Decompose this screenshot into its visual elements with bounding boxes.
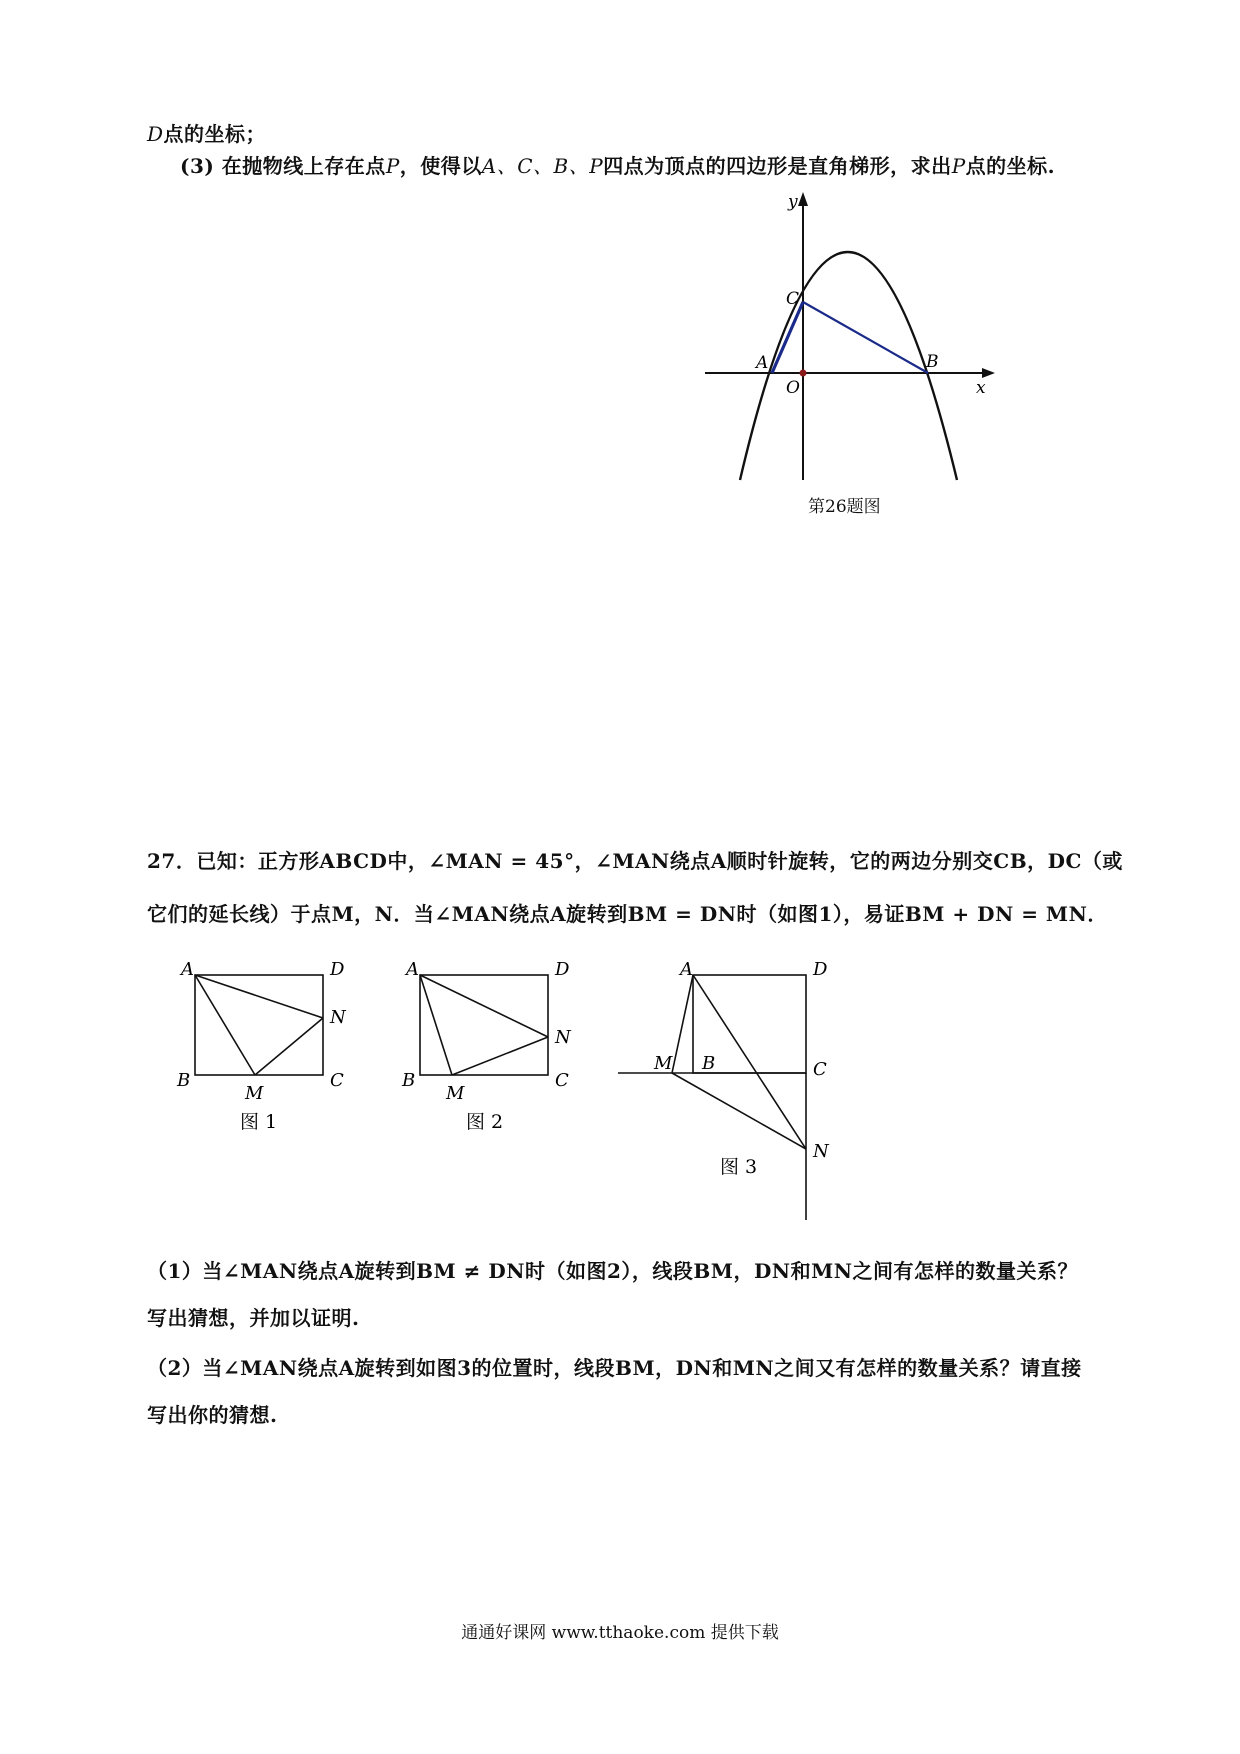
segment-mn-fig2 [452,1037,548,1075]
q27-part1-line1: （1）当∠MAN绕点A旋转到BM ≠ DN时（如图2），线段BM，DN和MN之间有怎样的数量关系？ [147,1259,1078,1283]
caption-fig2: 图 2 [466,1111,504,1130]
q27-line1: 27．已知：正方形ABCD中，∠MAN = 45°，∠MAN绕点A顺时针旋转，它的两边分别交CB，DC（或 [147,849,1123,873]
axis-x-label: x [976,378,986,398]
label-m-fig3: M [654,1053,673,1074]
segment-am-fig3 [672,975,693,1073]
figure-2 [400,955,600,1130]
label-b-fig2: B [402,1070,416,1091]
axis-y-label: y [788,192,798,212]
label-d-fig3: D [813,959,828,980]
label-n-fig3: N [813,1141,829,1162]
point-a-label: A [756,353,769,373]
q27-part1-line2: 写出猜想，并加以证明. [147,1306,360,1330]
q26-part3-end: 四点为顶点的四边形是直角梯形，求出 [603,154,952,178]
segment-mn-fig3 [672,1073,806,1149]
q26-line1 [147,118,266,147]
label-b-fig3: B [702,1053,716,1074]
label-a-fig1: A [181,959,194,980]
q26-part3-start: (3) 在抛物线上存在点 [180,154,386,178]
origin-point [800,370,807,377]
parabola-curve [740,252,957,480]
point-b-label: B [926,352,939,372]
y-axis-arrow-icon [798,192,808,206]
square-abcd-fig1 [195,975,323,1075]
x-axis-arrow-icon [982,368,995,378]
label-d-fig1: D [330,959,345,980]
label-c-fig1: C [330,1070,344,1091]
segment-an-fig2 [420,975,548,1037]
label-d-fig2: D [555,959,570,980]
q26-line1-text: 点的坐标； [163,122,267,146]
label-a-fig3: A [680,959,693,980]
point-d-label: D [147,122,164,146]
segment-cb [803,302,928,373]
label-m-fig2: M [446,1083,465,1104]
q26-part3-tail: 点的坐标. [965,154,1056,178]
figure-1 [175,955,375,1130]
label-b-fig1: B [177,1070,191,1091]
label-c-fig3: C [813,1059,827,1080]
label-c-fig2: C [555,1070,569,1091]
q26-part3-points: A、C、B、P [481,154,604,178]
q26-part3 [180,150,1055,179]
caption-fig1: 图 1 [240,1111,278,1130]
label-a-fig2: A [406,959,419,980]
square-abcd-fig2 [420,975,548,1075]
q27-line2: 它们的延长线）于点M，N．当∠MAN绕点A旋转到BM = DN时（如图1），易证BM + DN = MN． [147,902,1108,926]
figure-26-parabola [700,190,1000,490]
segment-an-fig1 [195,975,323,1018]
segment-am-fig2 [420,975,452,1075]
caption-fig3: 图 3 [720,1156,758,1178]
q26-part3-mid: ，使得以 [399,154,482,178]
page-footer: 通通好课网 www.tthaoke.com 提供下载 [461,1623,779,1643]
point-c-label: C [786,289,800,309]
q26-part3-p: P [385,154,400,178]
segment-am-fig1 [195,975,255,1075]
point-o-label: O [786,378,800,398]
figure-26-caption: 第26题图 [808,497,881,517]
q27-part2-line2: 写出你的猜想. [147,1403,278,1427]
q26-part3-p2: P [951,154,966,178]
segment-mn-fig1 [255,1018,323,1075]
segment-ac [772,302,803,373]
label-m-fig1: M [245,1083,264,1104]
label-n-fig2: N [555,1027,571,1048]
figure-3 [610,955,870,1230]
q27-part2-line1: （2）当∠MAN绕点A旋转到如图3的位置时，线段BM，DN和MN之间又有怎样的数量关系？请直接 [147,1356,1082,1380]
label-n-fig1: N [330,1007,346,1028]
